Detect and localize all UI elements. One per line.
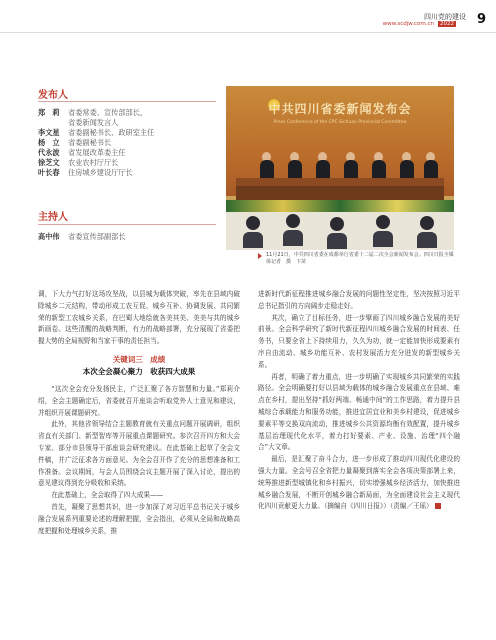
audience-member — [243, 232, 263, 248]
article-column-right — [258, 289, 460, 513]
audience-member — [283, 230, 303, 246]
member-role: 省委副秘书长 — [68, 138, 112, 147]
member-row — [38, 128, 216, 138]
member-role: 农业农村厅厅长 — [68, 158, 119, 167]
backdrop-banner-text: 中共四川省委新闻发布会 — [268, 102, 412, 116]
member-row — [38, 108, 216, 128]
host-name: 高中伟 — [38, 232, 60, 241]
issue-year-badge: 2022 — [440, 21, 454, 27]
article-end-icon — [435, 503, 441, 509]
audience-member — [246, 216, 260, 230]
member-role: 省发展改革委主任 — [68, 148, 126, 157]
member-role: 住房城乡建设厅厅长 — [68, 168, 133, 177]
section-subheading: 本次全会凝心聚力 收获四大成果 — [82, 366, 196, 376]
speaker-figure — [400, 160, 414, 180]
magazine-title: 四川党的建设 — [424, 13, 466, 21]
paragraph: 其次，确立了目标任务，进一步擘画了四川城乡融合发展的美好前景。全会科学研究了新时代新征程四川城乡融合发展的时间表、任务书，只要全省上下持续用力，久久为功，就一定能加快形成要素有序自由流动、城乡功能互补、农村发展活力充分迸发的新型城乡关系。 — [258, 313, 460, 369]
paragraph: 此外，其他省领导结合主题教育就有关重点问题开展调研，组织省直有关部门、新型智库等开展重点课题研究。参次召开四方和大会专家、部分市县领导干部座谈会研究建议。在此基础上起草了全会文件稿，并广泛征求各方面意见。为全会召开作了充分的思想准备和工作准备。会议期间，与会人员围绕会议主题开展了深入讨论，提出的意见建议得到充分吸收和采纳。 — [38, 420, 240, 488]
paragraph — [258, 454, 460, 513]
paragraph: 再者，明确了着力重点，进一步明确了实现城乡共同繁荣的实践路径。全会明确要打好以县域为载体的城乡融合发展重点在县域、难点在乡村，提出坚持“抓好两端、畅通中间”的工作思路，着力提升县城综合承载能力和服务功能，推进宜居宜业和美乡村建设，促进城乡要素平等交换双向流动，推进城乡公共资源均衡有效配置，提升城乡基层治理现代化水平，着力打好要素、产业、设施、治理“四个融合”大文章。 — [258, 372, 460, 452]
member-name: 徐芝文 — [38, 158, 60, 167]
panel-rule — [38, 224, 216, 225]
member-name: 郑 莉 — [38, 108, 60, 117]
speaker-figure — [288, 160, 302, 180]
backdrop-english-text: Press Conference of the CPC Sichuan Provincial Committee — [273, 120, 407, 125]
podium-cloth — [236, 178, 444, 186]
audience-member — [373, 231, 393, 247]
speaker-figure — [260, 160, 274, 180]
audience-member — [286, 214, 300, 228]
speaker-figure — [424, 160, 438, 180]
photo-caption: 11月21日，中共四川省委在成都举行省委十二届二次全会新闻发布会。四川日报全媒体记者 摄 卞苗 — [266, 252, 454, 265]
paragraph-text: 最后，是汇聚了奋斗合力，进一步形成了推动四川现代化建设的强大力量。全会号召全省把力量凝聚到落实全会各项决策部署上来，统筹推进新型城镇化和乡村振兴，切实增强城乡经济活力，加快推进城乡融合发展，不断开创城乡融合新局面，为全面建设社会主义现代化四川贡献更大力量。（摘编自《四川日报》）（责编／王瑶） — [258, 455, 460, 511]
press-conference-photo — [226, 86, 454, 250]
header-divider — [0, 32, 496, 33]
website-url[interactable]: www.scdjw.com.cn — [382, 21, 434, 27]
caption-marker-icon — [258, 253, 262, 259]
member-row — [38, 148, 216, 158]
member-row — [38, 168, 216, 178]
paragraph: 调，下大力气打好这场攻坚战，以县城为载体突破，率先在县域内破除城乡二元结构，带动形成工农互促、城乡互补、协调发展、共同繁荣的新型工农城乡关系，在巴蜀大地绘就各美其美、美美与共的城乡新画卷。这些清醒的战略判断，有力的战略部署，充分展现了省委把握大势的全局视野和当家干事的责任担当。 — [38, 290, 240, 346]
page-number: 9 — [476, 12, 486, 27]
member-list — [38, 108, 216, 178]
flower-arrangement — [226, 200, 454, 212]
member-role — [68, 108, 147, 128]
audience-area — [226, 212, 454, 250]
member-row — [38, 138, 216, 148]
audience-member — [417, 232, 437, 248]
member-role: 省委副秘书长、政研室主任 — [68, 128, 155, 137]
release-heading: 发布人 — [38, 90, 68, 101]
audience-member — [376, 215, 390, 229]
speaker-figure — [372, 160, 386, 180]
paragraph: 在此基础上，全会取得了四大成果—— — [51, 491, 164, 500]
member-role-line: 省委新闻发言人 — [68, 118, 119, 127]
host-row — [38, 232, 126, 242]
member-name: 叶长春 — [38, 168, 60, 177]
member-role-line: 省委常委、宣传部部长， — [68, 108, 148, 117]
member-name: 李文星 — [38, 128, 60, 137]
audience-member — [327, 233, 347, 249]
paragraph: 进新时代新征程推进城乡融合发展的问题性坚定性，坚决按照习近平总书记指引的方向阔步走稳走好。 — [258, 290, 460, 310]
paragraph: “这次全会充分发扬民主，广泛汇聚了各方智慧和力量。”郑莉介绍，全会主题确定后，省委就召开座谈会听取党外人士意见和建议，并组织开展课题研究。 — [38, 384, 240, 417]
panel-rule — [38, 101, 216, 102]
host-role: 省委宣传部副部长 — [68, 232, 126, 241]
speaker-figure — [316, 160, 330, 180]
paragraph: 首先，凝聚了思想共识，进一步加深了对习近平总书记关于城乡融合发展系列重要论述的理解把握，全会指出，必须从全局和战略高度把握和处理城乡关系，推 — [38, 502, 240, 535]
speaker-panel — [38, 86, 216, 246]
member-name: 杨 立 — [38, 138, 60, 147]
speaker-figure — [344, 160, 358, 180]
section-keyword-heading: 关键词三 成绩 — [112, 354, 166, 364]
host-heading: 主持人 — [38, 212, 68, 223]
audience-member — [420, 216, 434, 230]
article-column-left — [38, 289, 240, 537]
audience-member — [330, 217, 344, 231]
member-row — [38, 158, 216, 168]
member-name: 代永波 — [38, 148, 60, 157]
